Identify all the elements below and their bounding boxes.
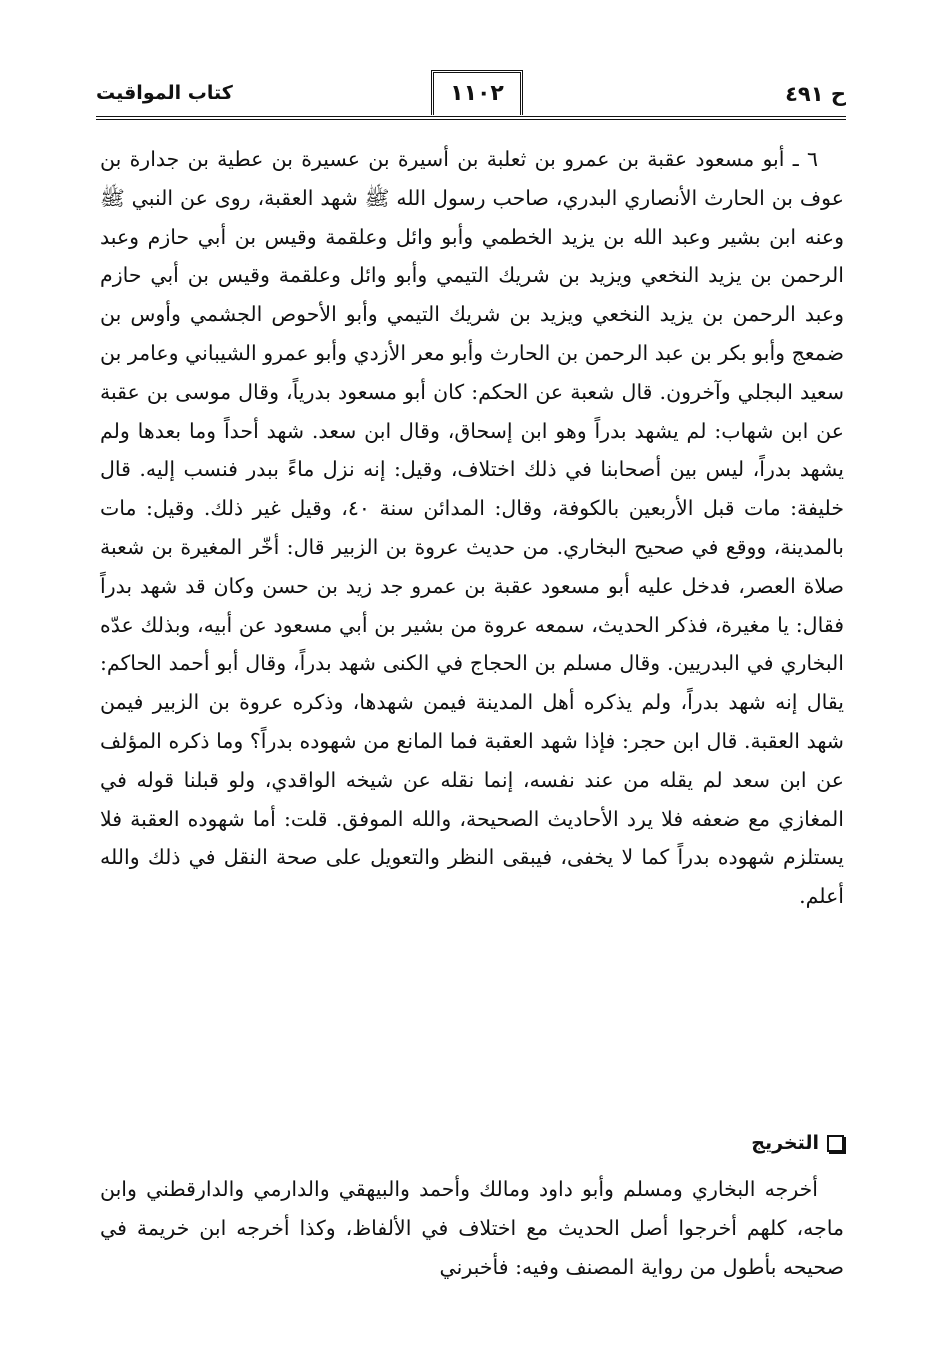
takhrij-paragraph: أخرجه البخاري ومسلم وأبو داود ومالك وأحمد والبيهقي والدارمي والدارقطني وابن ماجه، كلهم أخرجوا أصل الحديث مع اختلاف في الألفاظ، وكذا أخرجه ابن خريمة في صحيحه بأطول من رواية المصنف وفيه: فأخبرني xyxy=(100,1177,844,1279)
checkbox-icon xyxy=(827,1135,844,1152)
book-title: كتاب المواقيت xyxy=(96,82,233,104)
page-number: ١١٠٢ xyxy=(431,70,523,115)
takhrij-section xyxy=(100,1170,844,1286)
page-header xyxy=(96,78,846,114)
biography-paragraph: ٦ ـ أبو مسعود عقبة بن عمرو بن ثعلبة بن أسيرة بن عسيرة بن عطية بن جدارة بن عوف بن الحارث الأنصاري البدري، صاحب رسول الله ﷺ شهد العقبة، روى عن النبي ﷺ وعنه ابن بشير وعبد الله بن يزيد الخطمي وأبو وائل وعلقمة وقيس بن أبي حازم وعبد الرحمن بن يزيد النخعي ويزيد بن شريك التيمي وأبو وائل وعلقمة وقيس بن أبي حازم وعبد الرحمن بن يزيد النخعي ويزيد بن شريك التيمي وأبو الأحوص الجشمي وأوس بن ضمعج وأبو بكر بن عبد الرحمن بن الحارث وأبو معر الأزدي وأبو عمرو الشيباني وعامر بن سعيد البجلي وآخرون. قال شعبة عن الحكم: كان أبو مسعود بدرياً، وقال موسى بن عقبة عن ابن شهاب: لم يشهد بدراً وهو ابن إسحاق، وقال ابن سعد. شهد أحداً وما بعدها ولم يشهد بدراً، ليس بين أصحابنا في ذلك اختلاف، وقيل: إنه نزل ماءً ببدر فنسب إليه. قال خليفة: مات قبل الأربعين بالكوفة، وقال: المدائن سنة ٤٠، وقيل غير ذلك. وقيل: مات بالمدينة، ووقع في صحيح البخاري. من حديث عروة بن الزبير قال: أخّر المغيرة بن شعبة صلاة العصر، فدخل عليه أبو مسعود عقبة بن عمرو جد زيد بن حسن وكان قد شهد بدراً فقال: يا مغيرة، فذكر الحديث، سمعه عروة من بشير بن أبي مسعود عن أبيه، وبذلك عدّه البخاري في البدريين. وقال مسلم بن الحجاج في الكنى شهد بدراً، وقال أبو أحمد الحاكم: يقال إنه شهد بدراً، ولم يذكره أهل المدينة فيمن شهدها، وذكره عروة بن الزبير فيمن شهد العقبة. قال ابن حجر: فإذا شهد العقبة فما المانع من شهوده بدراً؟ وما ذكره المؤلف عن ابن سعد لم يقله من عند نفسه، إنما نقله عن شيخه الواقدي، ولو قبلنا قوله في المغازي مع ضعفه فلا يرد الأحاديث الصحيحة، والله الموفق. قلت: أما شهوده العقبة فلا يستلزم شهوده بدراً كما لا يخفى، فيبقى النظر والتعويل على صحة النقل في ذلك والله أعلم. xyxy=(100,147,844,909)
hadith-number: ح ٤٩١ xyxy=(785,82,846,106)
takhrij-heading xyxy=(100,1128,844,1158)
biography-section xyxy=(100,140,844,916)
takhrij-heading-label: التخريج xyxy=(751,1132,819,1154)
header-divider xyxy=(96,116,846,120)
